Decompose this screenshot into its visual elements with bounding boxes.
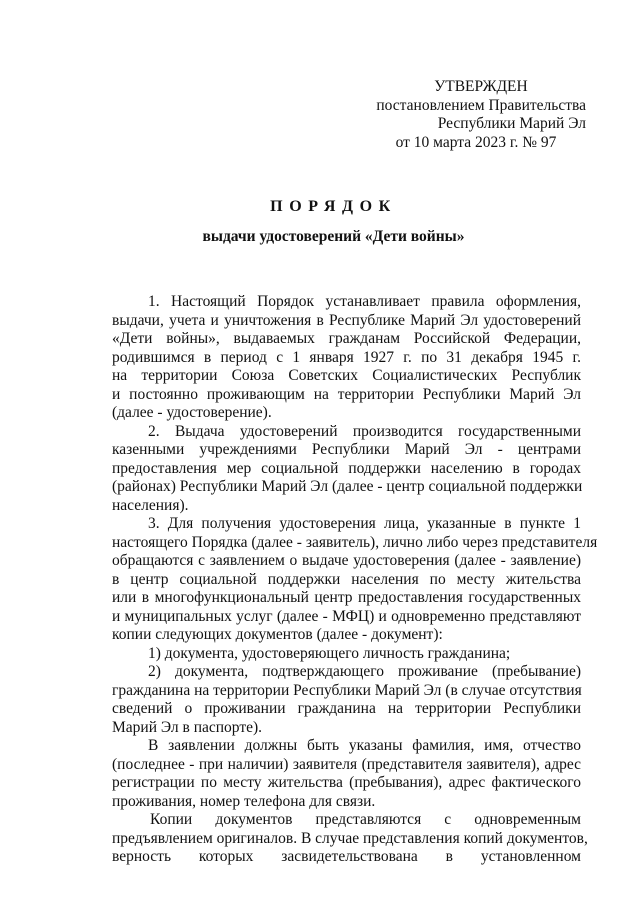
approval-title: УТВЕРЖДЕН	[434, 78, 528, 95]
paragraph-3	[112, 515, 598, 645]
text-line: Марий Эл в паспорте).	[112, 718, 263, 736]
text-line: 2) документа, подтверждающего проживание (пребывание)	[148, 663, 581, 680]
text-line: 3. Для получения удостоверения лица, указанные в пункте 1	[148, 515, 581, 532]
text-line: верность которых засвидетельствована в установленном	[112, 848, 581, 865]
text-line: выдачи, учета и уничтожения в Республике Марий Эл удостоверений	[112, 311, 581, 329]
text-line: (районах) Республики Марий Эл (далее - центр социальной поддержки	[112, 478, 583, 495]
text-line: и муниципальных услуг (далее - МФЦ) и одновременно представляют	[112, 607, 581, 625]
list-item-1	[112, 645, 581, 664]
text-line: (последнее - при наличии) заявителя (представителя заявителя), адрес	[112, 755, 581, 773]
text-line: регистрации по месту жительства (пребывания), адрес фактического	[112, 774, 581, 791]
text-line: Копии документов представляются с одновременным	[150, 811, 581, 828]
approval-authority: постановлением Правительства	[376, 96, 586, 114]
text-line: 2. Выдача удостоверений производится государственными	[148, 422, 581, 440]
approval-stamp	[340, 78, 586, 152]
text-line: настоящего Порядка (далее - заявитель), лично либо через представителя	[112, 533, 598, 551]
text-line: (далее - удостоверение).	[112, 404, 272, 421]
text-line: гражданина на территории Республики Марий Эл (в случае отсутствия	[112, 681, 582, 699]
document-title: ПОРЯДОК	[270, 198, 397, 215]
text-line: В заявлении должны быть указаны фамилия, имя, отчество	[148, 737, 581, 754]
text-line: 1. Настоящий Порядок устанавливает правила оформления,	[148, 293, 581, 310]
text-line: на территории Союза Советских Социалистических Республик	[112, 367, 581, 384]
paragraph-1	[112, 293, 581, 423]
text-line: предъявлением оригиналов. В случае представления копий документов,	[112, 829, 588, 847]
text-line: проживания, номер телефона для связи.	[112, 792, 376, 810]
text-line: населения).	[112, 496, 189, 514]
text-line: копии следующих документов (далее - документ):	[112, 626, 443, 643]
text-line: и постоянно проживающим на территории Республики Марий Эл	[112, 385, 581, 403]
text-line: или в многофункциональный центр предоставления государственных	[112, 589, 581, 606]
text-line: в центр социальной поддержки населения по месту жительства	[112, 570, 581, 588]
paragraph-2	[112, 423, 581, 516]
text-line: казенными учреждениями Республики Марий Эл - центрами	[112, 441, 581, 458]
document-subtitle: выдачи удостоверений «Дети войны»	[202, 228, 465, 245]
text-line: сведений о проживании гражданина на территории Республики	[112, 700, 581, 717]
list-item-2	[112, 663, 581, 737]
text-line: 1) документа, удостоверяющего личность гражданина;	[148, 644, 511, 662]
document-body	[112, 293, 598, 867]
text-line: обращаются с заявлением о выдаче удостоверения (далее - заявление)	[112, 552, 581, 569]
approval-region: Республики Марий Эл	[437, 115, 586, 132]
paragraph-5	[112, 811, 588, 867]
approval-date: от 10 марта 2023 г. № 97	[395, 133, 557, 151]
paragraph-4	[112, 737, 581, 811]
text-line: «Дети войны», выдаваемых гражданам Российской Федерации,	[112, 330, 581, 347]
text-line: родившимся в период с 1 января 1927 г. по 31 декабря 1945 г.	[112, 348, 581, 366]
text-line: предоставления мер социальной поддержки населению в городах	[112, 459, 581, 477]
